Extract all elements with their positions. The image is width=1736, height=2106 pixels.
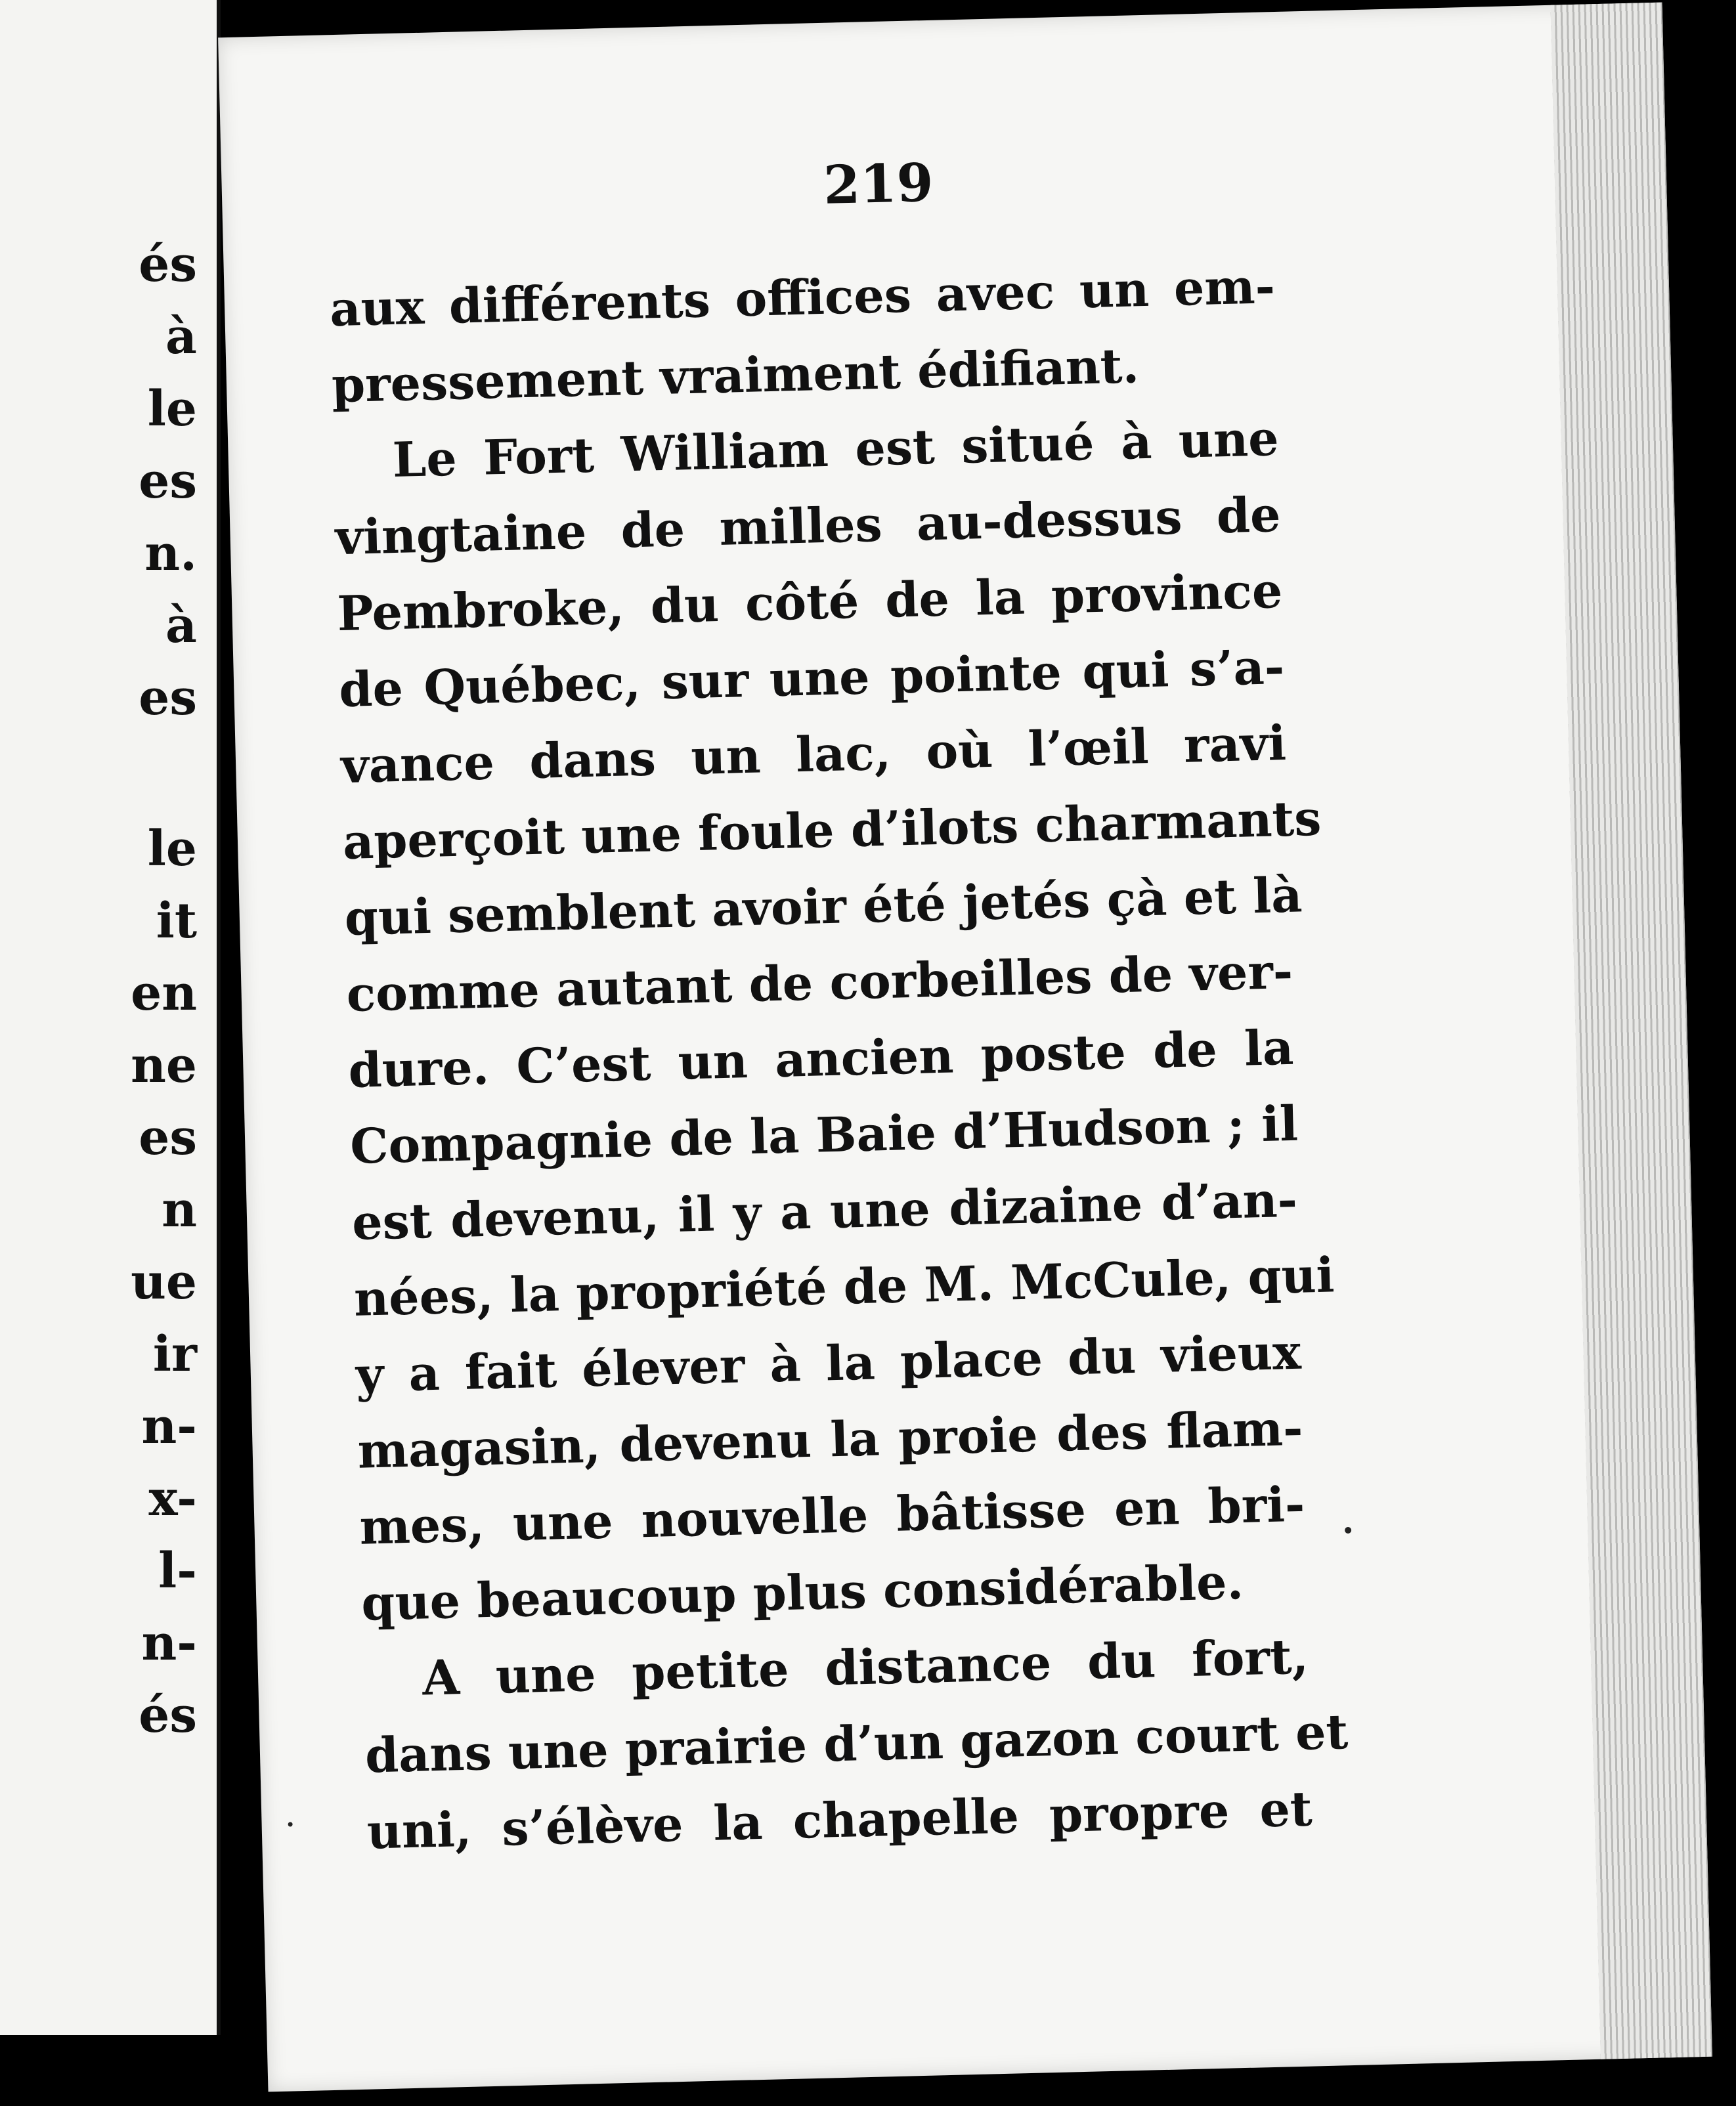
text-line: pressement vraiment édifiant. (331, 337, 1140, 414)
text-line: que beaucoup plus considérable. (360, 1553, 1244, 1632)
text-line: A une petite distance du fort, (422, 1628, 1309, 1707)
book-page (218, 3, 1712, 2092)
text-line: dure. C’est un ancien poste de la (347, 1019, 1295, 1099)
line-fragment: ne (131, 1037, 197, 1094)
ink-speck (288, 1822, 293, 1826)
line-fragment: és (139, 1687, 197, 1744)
text-line: mes, une nouvelle bâtisse en bri- (358, 1476, 1306, 1556)
text-line: comme autant de corbeilles de ver- (345, 943, 1294, 1023)
line-fragment: n- (141, 1398, 197, 1455)
line-fragment: à (165, 597, 197, 654)
previous-page-edge (0, 0, 221, 2035)
text-line: Compagnie de la Baie d’Hudson ; il (349, 1095, 1299, 1175)
line-fragment: n. (144, 525, 197, 582)
page-number: 219 (823, 151, 934, 216)
text-line: de Québec, sur une pointe qui s’a- (338, 638, 1286, 719)
line-fragment: le (147, 381, 197, 437)
line-fragment: it (156, 893, 197, 949)
line-fragment: à (165, 309, 197, 365)
line-fragment: ir (152, 1326, 197, 1383)
text-line: est devenu, il y a une dizaine d’an- (351, 1171, 1298, 1251)
text-line: magasin, devenu la proie des flam- (357, 1400, 1304, 1480)
line-fragment: ue (131, 1254, 197, 1310)
text-line: qui semblent avoir été jetés çà et là (343, 867, 1303, 947)
text-line: aux différents offices avec un em- (329, 258, 1276, 338)
line-fragment: en (131, 965, 197, 1021)
text-line: nées, la propriété de M. McCule, qui (353, 1247, 1335, 1327)
line-fragment: le (147, 821, 197, 877)
line-fragment: x- (148, 1471, 197, 1527)
line-fragment: és (139, 236, 197, 293)
line-fragment: es (139, 453, 197, 509)
page-edges (1550, 3, 1712, 2059)
body-text (329, 248, 1349, 1870)
text-line: vance dans un lac, où l’œil ravi (340, 714, 1287, 795)
ink-speck (1345, 1527, 1351, 1534)
text-line: y a fait élever à la place du vieux (355, 1323, 1302, 1404)
line-fragment: n- (141, 1615, 197, 1671)
line-fragment: l- (158, 1543, 197, 1599)
text-line: aperçoit une foule d’ilots charmants (342, 790, 1322, 871)
text-line: vingtaine de milles au-dessus de (334, 486, 1282, 567)
text-line: dans une prairie d’un gazon court et (364, 1704, 1349, 1784)
text-line: Pembroke, du côté de la province (336, 563, 1284, 643)
line-fragment: es (139, 1109, 197, 1166)
text-line: uni, s’élève la chapelle propre et (366, 1780, 1313, 1860)
line-fragment: n (162, 1182, 197, 1238)
text-line: Le Fort William est situé à une (391, 410, 1280, 489)
line-fragment: es (139, 670, 197, 726)
